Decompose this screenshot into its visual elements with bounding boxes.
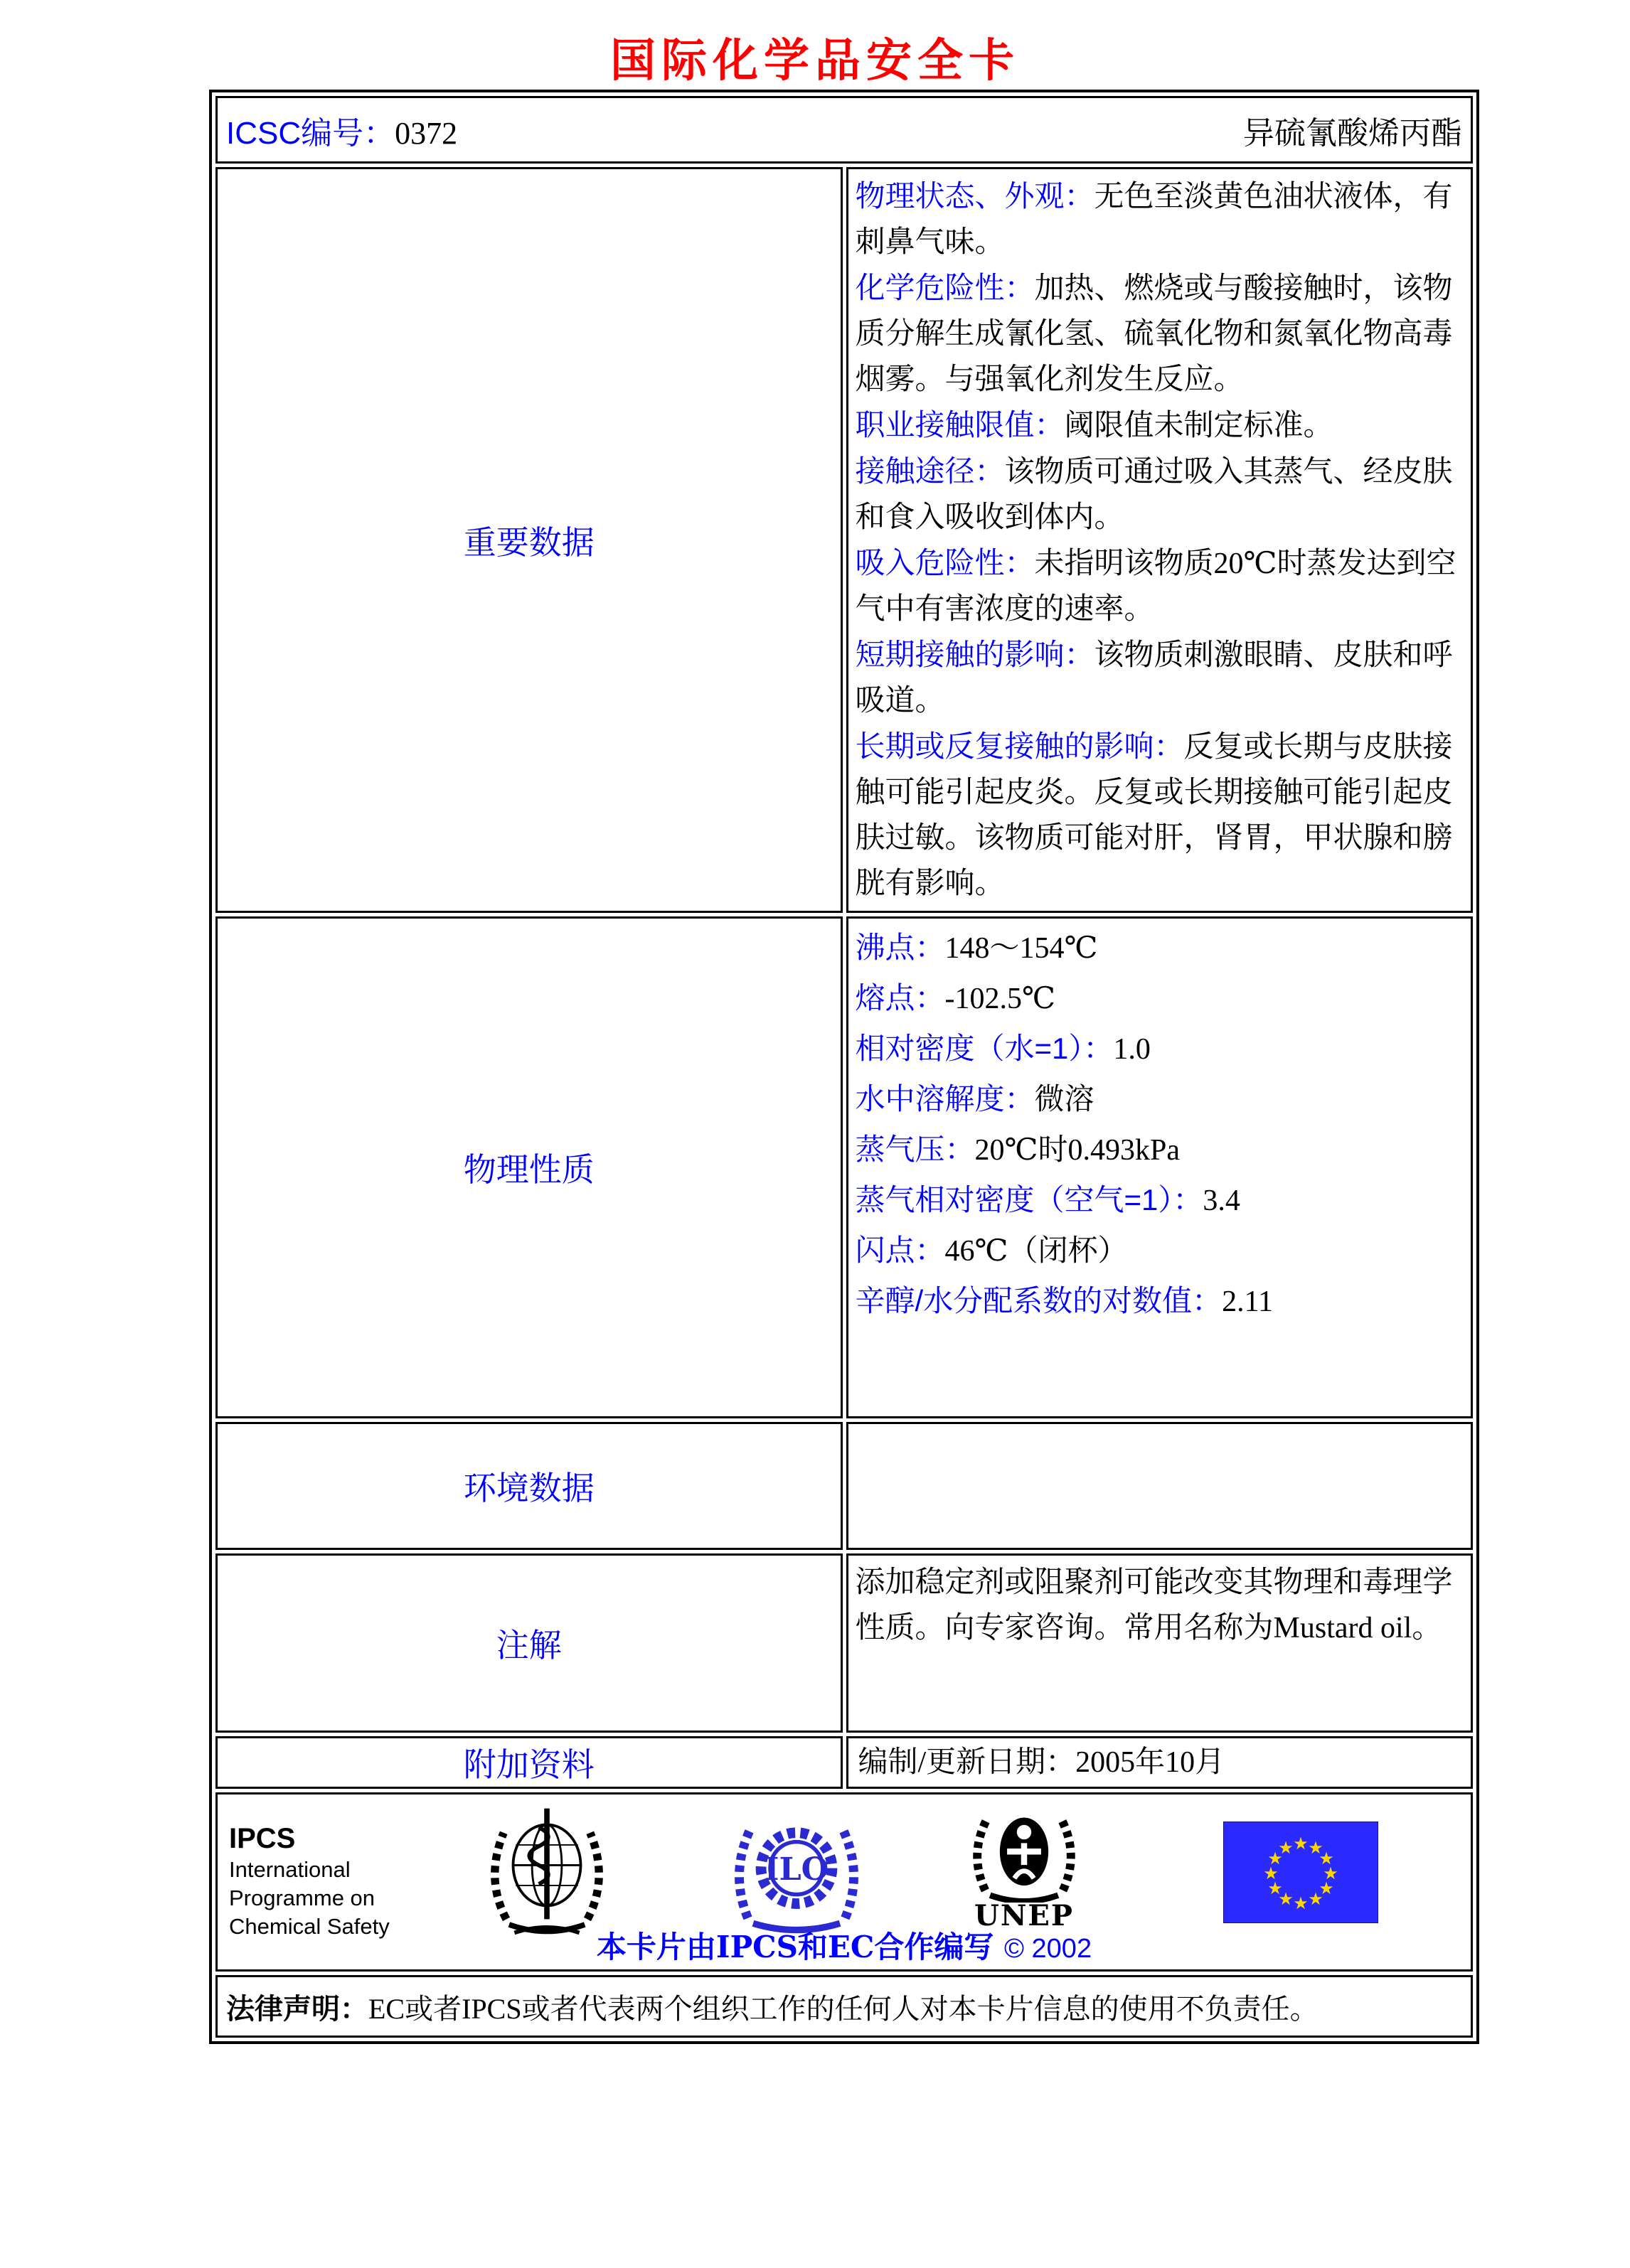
important-item: 短期接触的影响：该物质刺激眼睛、皮肤和呼吸道。: [855, 638, 1453, 717]
eu-star-icon: ★: [1293, 1834, 1309, 1854]
card-header-row: [215, 96, 1473, 164]
eu-star-icon: ★: [1267, 1849, 1283, 1868]
legal-notice-label: 法律声明：: [226, 1993, 368, 2025]
section-label-additional-info: 附加资料: [215, 1736, 843, 1789]
section-content-physical-properties: [846, 916, 1474, 1418]
eu-star-icon: ★: [1278, 1838, 1294, 1858]
ipcs-title: IPCS: [229, 1823, 296, 1854]
icsc-card: [209, 90, 1479, 2044]
icsc-number-group: [226, 107, 457, 153]
section-label-physical-properties: 物理性质: [215, 916, 843, 1418]
unep-logo-icon: [963, 1803, 1085, 1930]
physical-property: 熔点：-102.5℃: [855, 981, 1055, 1015]
physical-property: 沸点：148～154℃: [855, 931, 1098, 965]
important-item: 长期或反复接触的影响：反复或长期与皮肤接触可能引起皮炎。反复或长期接触可能引起皮肤过敏。该物质可能对肝，肾胃，甲状腺和膀胱有影响。: [855, 729, 1453, 900]
physical-property: 蒸气相对密度（空气=1）：3.4: [855, 1183, 1240, 1217]
section-label-environmental-data: 环境数据: [215, 1422, 843, 1550]
eu-star-icon: ★: [1319, 1878, 1334, 1898]
legal-notice-row: [215, 1975, 1473, 2038]
eu-star-icon: ★: [1308, 1838, 1323, 1858]
section-content-notes: 添加稳定剂或阻聚剂可能改变其物理和毒理学性质。向专家咨询。常用名称为Mustard oil。: [846, 1553, 1474, 1733]
icsc-number-value: 0372: [395, 115, 458, 151]
ipcs-subtitle-line: Chemical Safety: [229, 1914, 390, 1939]
copyright-text: © 2002: [1003, 1934, 1092, 1964]
ipcs-subtitle-line: Programme on: [229, 1885, 375, 1910]
page-title: 国际化学品安全卡: [610, 34, 1020, 87]
ipcs-subtitle-line: International: [229, 1857, 351, 1882]
ilo-monogram: ILO: [764, 1851, 829, 1888]
important-item: 化学危险性：加热、燃烧或与酸接触时，该物质分解生成氰化氢、硫氧化物和氮氧化物高毒烟雾。与强氧化剂发生反应。: [855, 271, 1453, 396]
ilo-logo-icon: [727, 1807, 866, 1943]
physical-property: 闪点：46℃（闭杯）: [855, 1234, 1128, 1268]
eu-flag-icon: [1223, 1822, 1378, 1927]
section-content-additional-info: 编制/更新日期：2005年10月: [846, 1736, 1474, 1789]
footer-logos-row: [215, 1792, 1473, 1972]
eu-star-icon: ★: [1319, 1849, 1334, 1868]
cooperation-statement: 本卡片由IPCS和EC合作编写 © 2002: [596, 1930, 1092, 1964]
section-content-important-data: [846, 167, 1474, 913]
unep-label: UNEP: [974, 1899, 1074, 1932]
physical-property: 相对密度（水=1）：1.0: [855, 1032, 1151, 1066]
legal-notice-text: EC或者IPCS或者代表两个组织工作的任何人对本卡片信息的使用不负责任。: [368, 1992, 1319, 2025]
eu-star-icon: ★: [1293, 1893, 1309, 1913]
section-content-environmental-data: [846, 1422, 1474, 1550]
who-logo-icon: [479, 1800, 614, 1945]
eu-star-icon: ★: [1267, 1878, 1283, 1898]
section-label-important-data: 重要数据: [215, 167, 843, 913]
ipcs-text-block: [229, 1822, 390, 1941]
eu-star-icon: ★: [1308, 1889, 1323, 1909]
important-item: 物理状态、外观：无色至淡黄色油状液体，有刺鼻气味。: [855, 179, 1453, 259]
important-item: 接触途径：该物质可通过吸入其蒸气、经皮肤和食入吸收到体内。: [855, 454, 1453, 534]
important-item: 吸入危险性：未指明该物质20℃时蒸发达到空气中有害浓度的速率。: [855, 546, 1456, 626]
important-item: 职业接触限值：阈限值未制定标准。: [855, 408, 1333, 442]
eu-star-icon: ★: [1263, 1863, 1279, 1883]
icsc-number-label: ICSC编号：: [226, 115, 395, 151]
section-label-notes: 注解: [215, 1553, 843, 1733]
physical-property: 水中溶解度：微溶: [855, 1082, 1094, 1116]
chemical-name: 异硫氰酸烯丙酯: [1243, 115, 1462, 151]
eu-star-icon: ★: [1278, 1889, 1294, 1909]
eu-star-icon: ★: [1323, 1863, 1338, 1883]
physical-property: 蒸气压：20℃时0.493kPa: [855, 1133, 1180, 1167]
physical-property: 辛醇/水分配系数的对数值：2.11: [855, 1284, 1274, 1318]
